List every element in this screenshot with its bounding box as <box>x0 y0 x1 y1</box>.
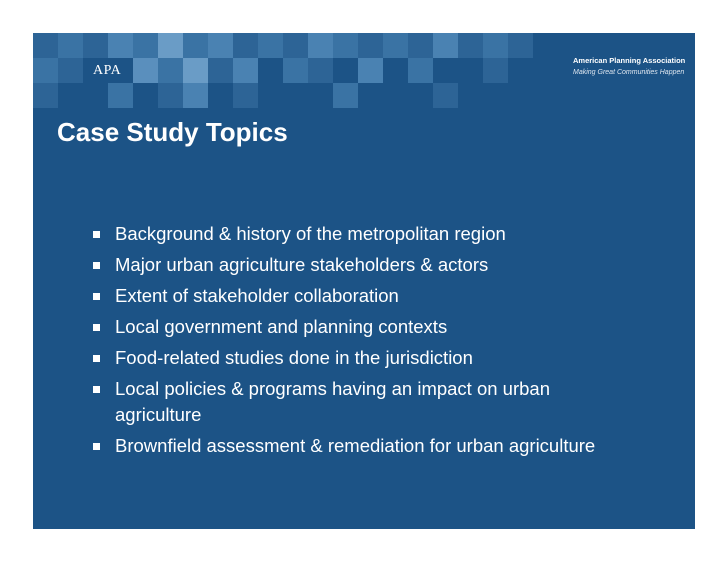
org-name: American Planning Association <box>573 56 686 65</box>
org-tagline: Making Great Communities Happen <box>573 69 685 76</box>
banner-tile <box>108 33 133 58</box>
banner-tile <box>433 83 458 108</box>
banner-tile <box>58 33 83 58</box>
banner-tile <box>58 58 83 83</box>
banner-tile <box>33 58 58 83</box>
banner-tile <box>133 33 158 58</box>
list-item <box>93 345 613 371</box>
list-item <box>93 221 613 247</box>
topic-list <box>93 221 613 464</box>
list-item-text: Extent of stakeholder collaboration <box>115 285 399 306</box>
banner-tile <box>283 33 308 58</box>
list-item-text: Background & history of the metropolitan region <box>115 223 506 244</box>
banner-tile <box>208 58 233 83</box>
banner-tile <box>108 83 133 108</box>
banner-tile <box>133 58 158 83</box>
banner-tile <box>83 33 108 58</box>
square-bullet-icon <box>93 386 100 393</box>
banner-tile <box>283 58 308 83</box>
banner-tile <box>333 33 358 58</box>
header-banner <box>33 33 695 123</box>
slide-title: Case Study Topics <box>57 117 288 147</box>
banner-tile <box>483 33 508 58</box>
banner-tile <box>408 33 433 58</box>
list-item <box>93 376 613 428</box>
square-bullet-icon <box>93 443 100 450</box>
banner-tile <box>458 33 483 58</box>
banner-tile <box>383 33 408 58</box>
list-item-text: Local government and planning contexts <box>115 316 448 337</box>
banner-tile <box>233 83 258 108</box>
banner-tile <box>158 58 183 83</box>
list-item-text: Food-related studies done in the jurisdiction <box>115 347 473 368</box>
banner-tile <box>158 83 183 108</box>
banner-tile <box>358 58 383 83</box>
banner-tile <box>308 58 333 83</box>
square-bullet-icon <box>93 293 100 300</box>
square-bullet-icon <box>93 324 100 331</box>
banner-tile <box>258 33 283 58</box>
banner-tile <box>333 83 358 108</box>
list-item-text: Brownfield assessment & remediation for urban agriculture <box>115 435 596 456</box>
banner-tile <box>483 58 508 83</box>
banner-tile <box>308 33 333 58</box>
banner-tile <box>233 33 258 58</box>
banner-tile <box>183 58 208 83</box>
list-item-text: Local policies & programs having an impact on urban agriculture <box>115 378 550 425</box>
list-item <box>93 433 613 459</box>
square-bullet-icon <box>93 231 100 238</box>
banner-tile <box>183 83 208 108</box>
banner-tile <box>433 33 458 58</box>
banner-tile <box>508 33 533 58</box>
slide <box>33 33 695 529</box>
list-item <box>93 252 613 278</box>
banner-tile <box>408 58 433 83</box>
apa-logo: APA <box>93 63 122 78</box>
banner-tile <box>33 83 58 108</box>
list-item <box>93 314 613 340</box>
banner-tile <box>183 33 208 58</box>
list-item-text: Major urban agriculture stakeholders & actors <box>115 254 489 275</box>
square-bullet-icon <box>93 355 100 362</box>
banner-tile <box>358 33 383 58</box>
banner-tile <box>33 33 58 58</box>
list-item <box>93 283 613 309</box>
banner-tile <box>233 58 258 83</box>
banner-tile <box>158 33 183 58</box>
banner-tile <box>208 33 233 58</box>
square-bullet-icon <box>93 262 100 269</box>
